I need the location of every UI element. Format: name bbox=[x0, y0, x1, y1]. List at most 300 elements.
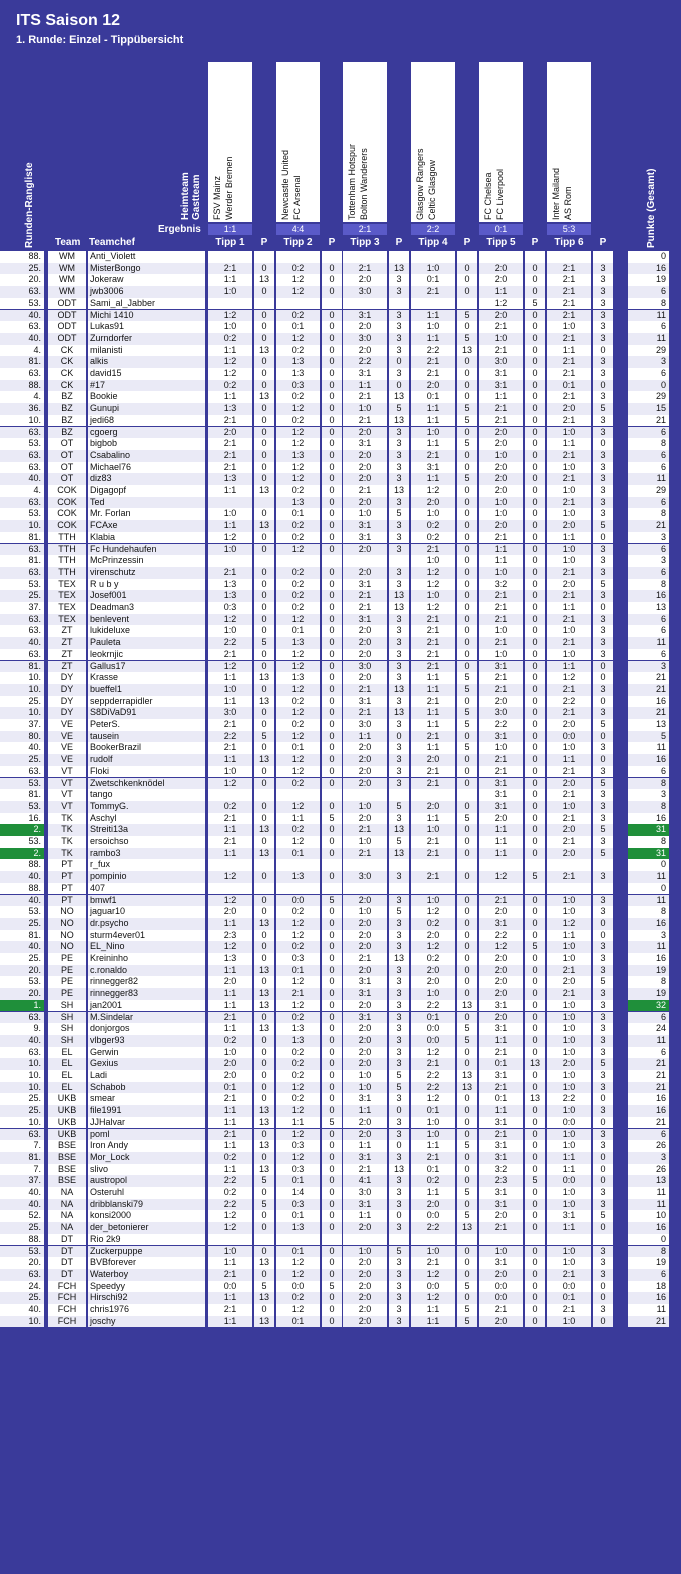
tipp-cell: 1:0 bbox=[547, 1257, 591, 1269]
points-cell: 13 bbox=[254, 672, 274, 684]
match-result-3: 2:1 bbox=[343, 224, 387, 235]
points-cell: 5 bbox=[254, 731, 274, 743]
points-cell bbox=[389, 1234, 409, 1246]
tipp-cell: 1:0 bbox=[343, 801, 387, 813]
tipp-cell: 0:2 bbox=[276, 567, 320, 579]
points-cell: 0 bbox=[389, 1105, 409, 1117]
points-cell bbox=[389, 298, 409, 310]
table-row bbox=[0, 1105, 681, 1117]
points-cell: 3 bbox=[389, 895, 409, 907]
total-points-cell: 6 bbox=[628, 450, 669, 462]
tipp-cell: 0:0 bbox=[411, 1210, 455, 1222]
tipp-cell: 1:2 bbox=[276, 1082, 320, 1094]
total-points-cell: 21 bbox=[628, 1316, 669, 1328]
points-cell: 3 bbox=[593, 1199, 613, 1211]
tipp-cell: 0:2 bbox=[276, 263, 320, 275]
match-result-2: 4:4 bbox=[276, 224, 320, 235]
table-row bbox=[0, 590, 681, 602]
tipp-cell: 1:1 bbox=[547, 438, 591, 450]
table-row bbox=[0, 836, 681, 848]
tipp-cell: 0:2 bbox=[276, 310, 320, 322]
points-cell: 0 bbox=[525, 731, 545, 743]
table-row bbox=[0, 1234, 681, 1246]
tipp-cell: 1:0 bbox=[547, 906, 591, 918]
tipp-cell: 2:0 bbox=[479, 965, 523, 977]
tipp-cell: 1:2 bbox=[479, 941, 523, 953]
team-header: Team bbox=[55, 237, 81, 248]
tipp-cell: 0:2 bbox=[276, 391, 320, 403]
points-cell: 0 bbox=[322, 1164, 342, 1176]
rank-cell: 63. bbox=[0, 450, 44, 462]
points-cell: 0 bbox=[593, 438, 613, 450]
teamchef-cell: Anti_Violett bbox=[88, 251, 205, 263]
tipp-header-5: Tipp 5 bbox=[486, 237, 516, 248]
points-cell: 0 bbox=[322, 485, 342, 497]
tipp-cell: 2:1 bbox=[547, 1269, 591, 1281]
points-cell: 5 bbox=[457, 403, 477, 415]
rank-cell: 63. bbox=[0, 544, 44, 556]
points-cell: 0 bbox=[254, 380, 274, 392]
total-points-cell: 11 bbox=[628, 742, 669, 754]
points-cell: 0 bbox=[254, 1047, 274, 1059]
tipp-cell: 1:0 bbox=[479, 508, 523, 520]
points-cell: 0 bbox=[457, 941, 477, 953]
team-cell: FCH bbox=[48, 1292, 86, 1304]
points-cell: 3 bbox=[593, 895, 613, 907]
points-cell: 0 bbox=[254, 1304, 274, 1316]
tipp-cell: 1:3 bbox=[208, 590, 252, 602]
points-cell: 0 bbox=[525, 649, 545, 661]
points-cell bbox=[525, 859, 545, 871]
points-cell: 0 bbox=[254, 719, 274, 731]
tipp-cell: 1:1 bbox=[208, 1117, 252, 1129]
rank-cell: 63. bbox=[0, 368, 44, 380]
points-cell: 5 bbox=[457, 415, 477, 427]
tipp-cell: 2:1 bbox=[479, 672, 523, 684]
tipp-cell: 2:2 bbox=[411, 1000, 455, 1012]
tipp-cell: 1:0 bbox=[547, 1140, 591, 1152]
rank-cell: 25. bbox=[0, 1222, 44, 1234]
rank-cell: 36. bbox=[0, 403, 44, 415]
points-cell: 0 bbox=[457, 274, 477, 286]
tipp-cell: 3:0 bbox=[343, 1187, 387, 1199]
table-row bbox=[0, 625, 681, 637]
rank-cell: 25. bbox=[0, 696, 44, 708]
points-cell: 5 bbox=[457, 1023, 477, 1035]
tipp-cell: 1:0 bbox=[343, 508, 387, 520]
tipp-cell: 2:0 bbox=[343, 1222, 387, 1234]
tipp-cell: 2:0 bbox=[343, 544, 387, 556]
tipp-cell: 2:2 bbox=[479, 719, 523, 731]
teamchef-cell: Digagopf bbox=[88, 485, 205, 497]
points-cell: 0 bbox=[254, 930, 274, 942]
points-cell: 0 bbox=[254, 766, 274, 778]
teamchef-cell: Mr. Forlan bbox=[88, 508, 205, 520]
tipp-cell: 0:1 bbox=[411, 1012, 455, 1024]
points-cell: 13 bbox=[254, 485, 274, 497]
tipp-header-1: Tipp 1 bbox=[215, 237, 245, 248]
points-cell: 0 bbox=[457, 871, 477, 883]
table-row bbox=[0, 824, 681, 836]
teamchef-cell: Streiti13a bbox=[88, 824, 205, 836]
table-row bbox=[0, 719, 681, 731]
total-points-cell: 32 bbox=[628, 1000, 669, 1012]
gastteam-label: Gastteam bbox=[191, 174, 202, 220]
tipp-cell: 1:0 bbox=[547, 1246, 591, 1258]
tipp-cell: 2:0 bbox=[343, 918, 387, 930]
points-cell: 0 bbox=[593, 345, 613, 357]
tipp-cell: 2:1 bbox=[479, 1129, 523, 1141]
page-subtitle: 1. Runde: Einzel - Tippübersicht bbox=[16, 34, 184, 46]
total-points-cell: 31 bbox=[628, 824, 669, 836]
tipp-cell: 3:2 bbox=[479, 579, 523, 591]
tipp-cell: 1:1 bbox=[547, 1222, 591, 1234]
points-cell: 0 bbox=[254, 953, 274, 965]
tipp-cell: 2:1 bbox=[479, 415, 523, 427]
tipp-cell: 1:1 bbox=[208, 988, 252, 1000]
tipp-cell: 1:1 bbox=[411, 333, 455, 345]
tipp-cell: 1:2 bbox=[411, 941, 455, 953]
team-cell: COK bbox=[48, 520, 86, 532]
tipp-cell: 2:1 bbox=[547, 637, 591, 649]
points-cell: 13 bbox=[389, 391, 409, 403]
tipp-cell: 0:1 bbox=[276, 1246, 320, 1258]
table-row bbox=[0, 649, 681, 661]
tipp-cell: 1:2 bbox=[276, 1257, 320, 1269]
tipp-cell: 1:2 bbox=[208, 871, 252, 883]
points-cell: 0 bbox=[525, 544, 545, 556]
tipp-cell: 1:1 bbox=[208, 672, 252, 684]
team-cell: TEX bbox=[48, 602, 86, 614]
tipp-cell: 1:0 bbox=[343, 1082, 387, 1094]
points-cell: 0 bbox=[322, 637, 342, 649]
points-cell: 0 bbox=[525, 391, 545, 403]
points-cell: 5 bbox=[593, 1058, 613, 1070]
total-points-cell: 16 bbox=[628, 1222, 669, 1234]
table-row bbox=[0, 707, 681, 719]
tipp-cell: 1:1 bbox=[208, 391, 252, 403]
tipp-cell: 2:0 bbox=[343, 1257, 387, 1269]
points-cell: 0 bbox=[322, 1047, 342, 1059]
points-cell: 3 bbox=[593, 836, 613, 848]
points-cell: 3 bbox=[389, 274, 409, 286]
tipp-cell: 1:0 bbox=[547, 742, 591, 754]
points-cell: 5 bbox=[254, 1175, 274, 1187]
table-row bbox=[0, 532, 681, 544]
points-cell: 0 bbox=[254, 661, 274, 673]
points-cell: 5 bbox=[457, 707, 477, 719]
rank-cell: 2. bbox=[0, 824, 44, 836]
points-cell: 0 bbox=[322, 1187, 342, 1199]
team-cell: TK bbox=[48, 813, 86, 825]
points-cell: 0 bbox=[457, 1047, 477, 1059]
table-row bbox=[0, 1292, 681, 1304]
points-cell: 3 bbox=[593, 427, 613, 439]
points-cell bbox=[322, 555, 342, 567]
total-points-cell: 19 bbox=[628, 1257, 669, 1269]
total-points-cell: 21 bbox=[628, 1058, 669, 1070]
points-cell: 0 bbox=[322, 438, 342, 450]
tipp-cell: 1:0 bbox=[411, 321, 455, 333]
points-cell bbox=[389, 859, 409, 871]
tipp-cell: 0:0 bbox=[411, 1023, 455, 1035]
points-cell: 3 bbox=[593, 321, 613, 333]
tipp-cell: 0:0 bbox=[547, 731, 591, 743]
points-cell: 3 bbox=[389, 778, 409, 790]
tipp-cell bbox=[547, 883, 591, 895]
tipp-cell: 1:1 bbox=[208, 1292, 252, 1304]
points-cell: 3 bbox=[389, 661, 409, 673]
tipp-cell: 2:1 bbox=[547, 871, 591, 883]
table-row bbox=[0, 696, 681, 708]
points-cell: 5 bbox=[457, 684, 477, 696]
table-row bbox=[0, 286, 681, 298]
points-cell: 13 bbox=[254, 848, 274, 860]
points-cell: 0 bbox=[322, 1105, 342, 1117]
points-cell: 0 bbox=[457, 953, 477, 965]
tipp-cell: 2:1 bbox=[411, 356, 455, 368]
tipp-cell: 1:0 bbox=[411, 590, 455, 602]
rank-cell: 88. bbox=[0, 859, 44, 871]
tipp-cell: 2:0 bbox=[343, 1035, 387, 1047]
tipp-cell bbox=[411, 298, 455, 310]
tipp-cell: 2:1 bbox=[411, 286, 455, 298]
points-cell: 0 bbox=[254, 544, 274, 556]
teamchef-cell: lukideluxe bbox=[88, 625, 205, 637]
total-points-cell: 29 bbox=[628, 391, 669, 403]
rank-cell: 40. bbox=[0, 941, 44, 953]
points-cell bbox=[525, 883, 545, 895]
table-row bbox=[0, 391, 681, 403]
points-cell: 0 bbox=[322, 684, 342, 696]
teamchef-cell: donjorgos bbox=[88, 1023, 205, 1035]
away-team-6: AS Rom bbox=[563, 186, 573, 220]
points-cell: 0 bbox=[322, 345, 342, 357]
table-row bbox=[0, 310, 681, 322]
tipp-cell: 1:0 bbox=[208, 321, 252, 333]
points-cell: 3 bbox=[593, 473, 613, 485]
tipp-cell: 2:0 bbox=[208, 1070, 252, 1082]
points-cell: 0 bbox=[525, 684, 545, 696]
rank-cell: 63. bbox=[0, 1047, 44, 1059]
points-cell: 0 bbox=[593, 696, 613, 708]
team-cell: PE bbox=[48, 965, 86, 977]
points-cell: 3 bbox=[389, 813, 409, 825]
points-cell: 3 bbox=[593, 1187, 613, 1199]
points-cell: 0 bbox=[457, 1117, 477, 1129]
points-cell: 0 bbox=[457, 625, 477, 637]
tipp-cell: 1:1 bbox=[547, 345, 591, 357]
points-cell: 0 bbox=[322, 1140, 342, 1152]
rank-cell: 53. bbox=[0, 976, 44, 988]
points-cell: 3 bbox=[389, 696, 409, 708]
points-cell: 3 bbox=[389, 438, 409, 450]
tipp-cell: 1:0 bbox=[411, 1129, 455, 1141]
tipp-cell: 3:1 bbox=[479, 1070, 523, 1082]
points-cell: 3 bbox=[389, 871, 409, 883]
home-team-2: Newcastle United bbox=[280, 149, 290, 220]
tipp-cell: 2:0 bbox=[411, 965, 455, 977]
points-cell: 13 bbox=[254, 274, 274, 286]
points-cell: 0 bbox=[254, 602, 274, 614]
tipp-cell: 0:2 bbox=[276, 696, 320, 708]
ergebnis-label: Ergebnis bbox=[158, 224, 201, 235]
rank-cell: 53. bbox=[0, 906, 44, 918]
total-points-cell: 3 bbox=[628, 356, 669, 368]
points-cell: 0 bbox=[525, 345, 545, 357]
points-cell: 0 bbox=[322, 1292, 342, 1304]
tipp-cell: 1:1 bbox=[208, 696, 252, 708]
tipp-cell bbox=[343, 1234, 387, 1246]
tipp-cell: 1:1 bbox=[343, 1140, 387, 1152]
tipp-cell: 1:2 bbox=[276, 403, 320, 415]
tipp-cell: 3:1 bbox=[479, 778, 523, 790]
teamchef-cell: Michi 1410 bbox=[88, 310, 205, 322]
rank-cell: 10. bbox=[0, 672, 44, 684]
tipp-cell: 2:0 bbox=[411, 754, 455, 766]
tipp-cell: 1:3 bbox=[208, 579, 252, 591]
tipp-cell: 1:2 bbox=[208, 1222, 252, 1234]
points-cell: 5 bbox=[322, 895, 342, 907]
total-points-cell: 8 bbox=[628, 801, 669, 813]
rank-cell: 40. bbox=[0, 1304, 44, 1316]
tipp-cell bbox=[276, 555, 320, 567]
table-row bbox=[0, 801, 681, 813]
tipp-cell: 2:2 bbox=[208, 1175, 252, 1187]
points-cell: 3 bbox=[389, 918, 409, 930]
points-cell: 5 bbox=[322, 813, 342, 825]
tipp-cell bbox=[276, 1234, 320, 1246]
table-row bbox=[0, 941, 681, 953]
team-cell: OT bbox=[48, 473, 86, 485]
tipp-cell: 1:2 bbox=[208, 941, 252, 953]
tipp-cell: 3:0 bbox=[479, 707, 523, 719]
team-cell: EL bbox=[48, 1082, 86, 1094]
tipp-cell: 1:0 bbox=[547, 1105, 591, 1117]
points-cell: 0 bbox=[525, 1000, 545, 1012]
tipp-cell: 1:3 bbox=[276, 1222, 320, 1234]
team-cell: SH bbox=[48, 1000, 86, 1012]
tipp-cell: 2:2 bbox=[411, 1082, 455, 1094]
points-cell: 3 bbox=[389, 1257, 409, 1269]
tipp-cell: 2:0 bbox=[411, 497, 455, 509]
points-cell: 5 bbox=[593, 824, 613, 836]
team-cell: SH bbox=[48, 1023, 86, 1035]
points-cell: 0 bbox=[457, 602, 477, 614]
tipp-cell: 0:1 bbox=[479, 1093, 523, 1105]
total-points-cell: 8 bbox=[628, 976, 669, 988]
tipp-cell: 2:1 bbox=[411, 637, 455, 649]
points-cell bbox=[389, 883, 409, 895]
tipp-cell: 2:0 bbox=[547, 403, 591, 415]
team-cell: BZ bbox=[48, 427, 86, 439]
teamchef-cell: david15 bbox=[88, 368, 205, 380]
points-cell: 0 bbox=[525, 532, 545, 544]
points-cell: 0 bbox=[457, 427, 477, 439]
rank-cell: 40. bbox=[0, 333, 44, 345]
points-cell: 0 bbox=[593, 731, 613, 743]
points-cell: 0 bbox=[254, 778, 274, 790]
points-cell: 13 bbox=[254, 1023, 274, 1035]
points-cell: 0 bbox=[254, 473, 274, 485]
points-cell: 0 bbox=[322, 450, 342, 462]
points-cell bbox=[389, 555, 409, 567]
total-points-cell: 29 bbox=[628, 345, 669, 357]
table-row bbox=[0, 520, 681, 532]
points-cell: 0 bbox=[322, 274, 342, 286]
tipp-cell: 1:0 bbox=[208, 684, 252, 696]
team-cell: WM bbox=[48, 251, 86, 263]
tipp-cell: 2:1 bbox=[479, 403, 523, 415]
tipp-cell: 2:1 bbox=[208, 719, 252, 731]
table-row bbox=[0, 555, 681, 567]
teamchef-cell: tausein bbox=[88, 731, 205, 743]
tipp-cell: 2:0 bbox=[343, 1304, 387, 1316]
tipp-cell: 2:0 bbox=[479, 953, 523, 965]
tipp-cell: 0:1 bbox=[547, 1292, 591, 1304]
team-cell: UKB bbox=[48, 1093, 86, 1105]
table-row bbox=[0, 1257, 681, 1269]
tipp-cell: 1:0 bbox=[411, 988, 455, 1000]
tipp-cell: 1:2 bbox=[276, 754, 320, 766]
points-cell: 3 bbox=[593, 742, 613, 754]
team-cell: VE bbox=[48, 742, 86, 754]
tipp-cell: 0:2 bbox=[276, 520, 320, 532]
tipp-cell: 1:1 bbox=[547, 532, 591, 544]
points-cell: 0 bbox=[525, 1070, 545, 1082]
teamchef-cell: jwb3006 bbox=[88, 286, 205, 298]
table-row bbox=[0, 1187, 681, 1199]
runden-rangliste-label: Runden-Rangliste bbox=[24, 162, 35, 248]
points-cell bbox=[254, 859, 274, 871]
points-cell: 0 bbox=[254, 590, 274, 602]
points-cell: 3 bbox=[389, 1023, 409, 1035]
away-team-4: Celtic Glasgow bbox=[427, 159, 437, 220]
rank-cell: 88. bbox=[0, 1234, 44, 1246]
points-cell: 3 bbox=[389, 637, 409, 649]
tipp-cell: 2:1 bbox=[208, 567, 252, 579]
tipp-cell bbox=[208, 789, 252, 801]
points-cell: 3 bbox=[593, 1140, 613, 1152]
table-row bbox=[0, 1164, 681, 1176]
total-points-cell: 6 bbox=[628, 1012, 669, 1024]
points-cell: 5 bbox=[457, 1035, 477, 1047]
table-row bbox=[0, 473, 681, 485]
table-row bbox=[0, 274, 681, 286]
tipp-cell: 2:1 bbox=[411, 1257, 455, 1269]
tipp-cell: 1:0 bbox=[411, 427, 455, 439]
table-row bbox=[0, 988, 681, 1000]
points-cell: 0 bbox=[322, 497, 342, 509]
team-cell: CK bbox=[48, 368, 86, 380]
tipp-cell: 1:2 bbox=[208, 661, 252, 673]
tipp-cell: 2:0 bbox=[343, 450, 387, 462]
points-cell: 0 bbox=[254, 1222, 274, 1234]
tipp-cell: 0:1 bbox=[276, 321, 320, 333]
rank-cell: 16. bbox=[0, 813, 44, 825]
teamchef-header: Teamchef bbox=[89, 237, 135, 248]
team-cell: ODT bbox=[48, 310, 86, 322]
tipp-cell: 0:2 bbox=[276, 1047, 320, 1059]
tipp-cell: 1:1 bbox=[547, 602, 591, 614]
points-cell: 5 bbox=[457, 742, 477, 754]
tipp-cell: 0:2 bbox=[276, 602, 320, 614]
tipp-cell: 2:0 bbox=[343, 672, 387, 684]
table-row bbox=[0, 1222, 681, 1234]
teamchef-cell: Pauleta bbox=[88, 637, 205, 649]
points-cell: 3 bbox=[593, 356, 613, 368]
points-cell: 13 bbox=[389, 602, 409, 614]
